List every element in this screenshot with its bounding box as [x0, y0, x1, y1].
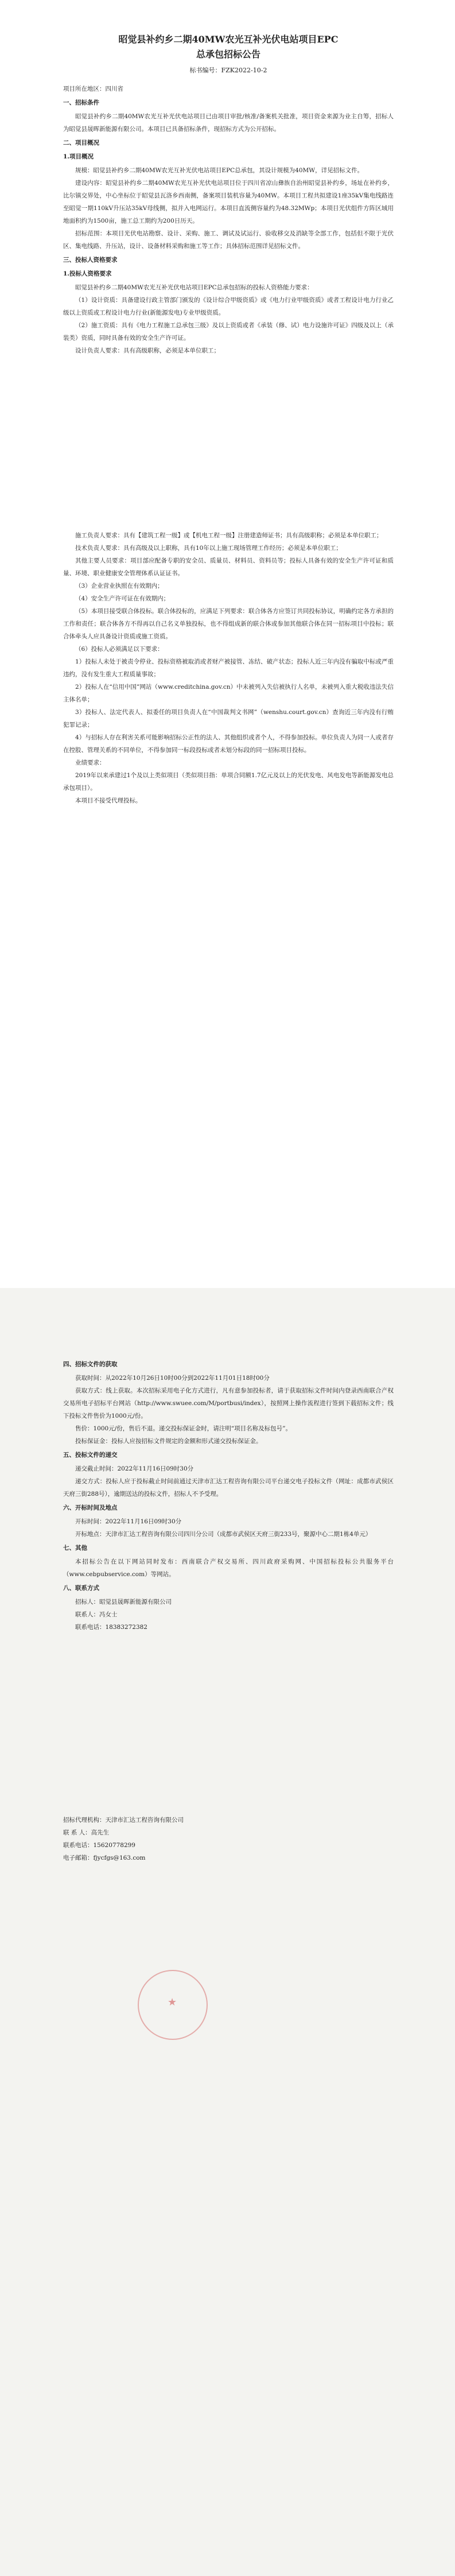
- section8-text1: 招标人：昭觉县晟晖新能源有限公司: [75, 1599, 172, 1605]
- section4-text2: 获取方式：线上获取。本次招标采用电子化方式进行，凡有意参加投标者，请于获取招标文件时间内登录西南联合产权交易所电子招标平台网站（http://www.swuee.com/M/portbusi/index），按照网上操作流程进行签到下载招标文件；线下投标文件售价为1000元/份。: [63, 1387, 394, 1419]
- section2-heading: 二、项目概况: [63, 139, 99, 146]
- section3-heading: 三、投标人资格要求: [63, 257, 118, 263]
- section3-text11: （6）投标人必须满足以下要求：: [75, 646, 164, 653]
- section8-text2: 联系人：冯女士: [75, 1611, 118, 1618]
- project-location: 项目所在地区：四川省: [63, 86, 123, 92]
- section4-text1: 获取时间：从2022年10月26日10时00分到2022年11月01日18时00分: [75, 1375, 270, 1382]
- section1-heading: 一、招标条件: [63, 99, 99, 106]
- section3-text14: 3）投标人、法定代表人、拟委任的项目负责人在“中国裁判文书网”（wenshu.court.gov.cn）查询近三年内没有行贿犯罪记录；: [63, 709, 394, 728]
- section3-text15: 4）与招标人存在利害关系可能影响招标公正性的法人、其他组织或者个人，不得参加投标。单位负责人为同一人或者存在控股、管理关系的不同单位，不得参加同一标段投标或者未划分标段的同一招标项目投标。: [63, 734, 394, 754]
- agent-email: 电子邮箱：fjycfgs@163.com: [63, 1855, 146, 1861]
- section4-text3: 售价：1000元/份，售后不退。递交投标保证金时，请注明“项目名称及标包号”。: [75, 1425, 291, 1432]
- section4-heading: 四、招标文件的获取: [63, 1361, 118, 1368]
- doc-title-line2: 总承包招标公告: [196, 49, 260, 60]
- section3-text17: 2019年以来承建过1个及以上类似项目（类似项目指：单项合同额1.7亿元及以上的光伏发电、风电发电等新能源发电总承包项目）。: [63, 772, 394, 792]
- page-two-content: [63, 1357, 394, 1864]
- section3-text16: 业绩要求：: [75, 759, 106, 766]
- agent-block: [63, 1814, 394, 1864]
- agent-name: 招标代理机构：天津市汇达工程咨询有限公司: [63, 1817, 184, 1824]
- section8-heading: 八、联系方式: [63, 1585, 99, 1592]
- page-two: [0, 1288, 455, 2576]
- blank-gap: [63, 357, 394, 529]
- section6-text2: 开标地点：天津市汇达工程咨询有限公司四川分公司（成都市武侯区天府三街233号，聚源中心二期1栋4单元）: [75, 1531, 372, 1538]
- section2-text2: 建设内容：昭觉县补约乡二期40MW农光互补光伏电站项目位于四川省凉山彝族自治州昭觉县补约乡，场址在补约乡，比尔镇交界处，中心坐标位于昭觉县瓦洛乡西南侧，备案项目装机容量为40MW。本项目工程共拟建设1座35kV集电线路连至昭觉一期110kV升压站35kV母线侧，拟并入电网运行。本项目直流侧容量约为48.32MWp；本项目光伏组件方阵区域用地面积约为1500亩，施工总工期约为200日历天。: [63, 180, 394, 224]
- section2-text3: 招标范围：本项目光伏电站勘察、设计、采购、施工、调试及试运行、验收移交及消缺等全部工作，包括但不限于光伏区、集电线路、升压站，设计、设备材料采购和施工等工作；具体招标范围详见招标文件。: [63, 230, 394, 250]
- agent-phone: 联系电话：15620778299: [63, 1842, 135, 1849]
- section3-text8: （3）企业营业执照在有效期内；: [75, 583, 164, 589]
- page-one-content: [63, 32, 394, 807]
- section7-heading: 七、其他: [63, 1545, 87, 1551]
- section3-text4: 设计负责人要求：具有高级职称，必须是本单位职工；: [75, 347, 220, 354]
- blank-gap-2: [63, 1634, 394, 1806]
- section6-text1: 开标时间：2022年11月16日09时30分: [75, 1518, 182, 1525]
- section4-text4: 投标保证金：投标人应按招标文件规定的金额和形式递交投标保证金。: [75, 1438, 262, 1445]
- section3-text6: 技术负责人要求：具有高级及以上职称，具有10年以上施工现场管理工作经历；必须是本单位职工；: [75, 545, 342, 552]
- section5-heading: 五、投标文件的递交: [63, 1452, 118, 1458]
- section5-text1: 递交截止时间：2022年11月16日09时30分: [75, 1465, 194, 1472]
- section3-sub1: 1.投标人资格要求: [63, 270, 112, 277]
- section3-text9: （4）安全生产许可证在有效期内；: [75, 595, 170, 602]
- section5-text2: 递交方式：投标人应于投标截止时间前通过天津市汇达工程咨询有限公司平台递交电子投标文件（网址：成都市武侯区天府三街288号），逾期送达的投标文件，招标人不予受理。: [63, 1478, 394, 1498]
- section3-text10: （5）本项目接受联合体投标。联合体投标的，应满足下列要求：联合体各方应签订共同投标协议，明确约定各方承担的工作和责任；联合体各方不得再以自己名义单独投标，也不得组成新的联合体或参加其他联合体在同一招标项目中投标；联合体牵头人应具备设计资质或施工资质。: [63, 608, 394, 640]
- bid-number: 标书编号：FZK2022-10-2: [189, 67, 267, 74]
- section2-text1: 规模：昭觉县补约乡二期40MW农光互补光伏电站项目EPC总承包，其设计规模为40MW，详见招标文件。: [75, 167, 364, 174]
- section1-text: 昭觉县补约乡二期40MW农光互补光伏电站项目已由项目审批/核准/备案机关批准，项目资金来源为业主自筹，招标人为昭觉县晟晖新能源有限公司。本项目已具备招标条件，现招标方式为公开招标。: [63, 113, 394, 133]
- section3-text2: （1）设计资质：具备建设行政主管部门颁发的《设计综合甲级资质》或《电力行业甲级资质》或者工程设计电力行业乙级以上资质或工程设计电力行业(新能源发电)专业甲级资质。: [63, 297, 394, 316]
- section3-text1: 昭觉县补约乡二期40MW农光互补光伏电站项目EPC总承包招标的投标人资格能力要求：: [75, 284, 313, 291]
- section7-text1: 本招标公告在以下网站同时发布：西南联合产权交易所、四川政府采购网、中国招标投标公共服务平台（www.cebpubservice.com）等网站。: [63, 1558, 394, 1578]
- section3-text7: 其他主要人员要求：项目部应配备专职的安全员、质量员、材料员、资料员等；投标人具备有效的安全生产许可证和质量、环境、职业健康安全管理体系认证证书。: [63, 557, 394, 577]
- doc-title-line1: 昭觉县补约乡二期40MW农光互补光伏电站项目EPC: [118, 34, 339, 45]
- section3-text3: （2）施工资质：具有《电力工程施工总承包三级》及以上资质或者《承装（修、试）电力设施许可证》四级及以上（承装类）资质，同时具备有效的安全生产许可证。: [63, 322, 394, 342]
- agent-contact: 联 系 人：高先生: [63, 1829, 110, 1836]
- section8-text3: 联系电话：18383272382: [75, 1624, 147, 1631]
- section2-sub1: 1.项目概况: [63, 153, 94, 160]
- section3-text5: 施工负责人要求：具有【建筑工程一级】或【机电工程一级】注册建造师证书；具有高级职称；必须是本单位职工；: [75, 532, 383, 539]
- section6-heading: 六、开标时间及地点: [63, 1504, 118, 1511]
- seal-star-icon: ★: [168, 1996, 177, 2008]
- section3-text18: 本项目不接受代理投标。: [75, 797, 142, 804]
- company-seal: [138, 1970, 208, 2040]
- section3-text13: 2）投标人在“信用中国”网站（www.creditchina.gov.cn）中未被列入失信被执行人名单，未被列入重大税收违法失信主体名单；: [63, 684, 394, 703]
- section3-text12: 1）投标人未处于被责令停业、投标资格被取消或者财产被接管、冻结、破产状态；投标人近三年内没有骗取中标或严重违约，没有发生重大工程质量事故；: [63, 658, 394, 678]
